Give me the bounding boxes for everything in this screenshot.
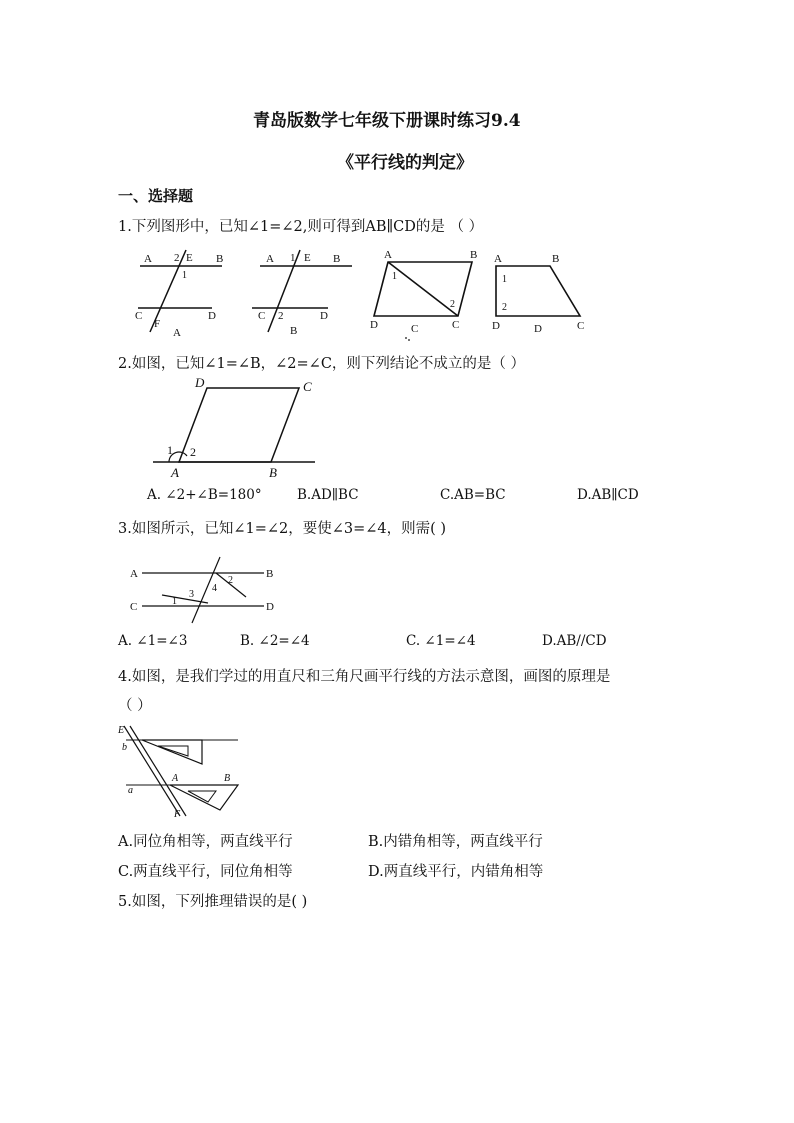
q2-label-A: A — [171, 465, 179, 480]
q1c-label-C2: C — [452, 319, 460, 331]
q3-option-b: B. ∠2=∠4 — [240, 633, 310, 649]
q1a-label-F: F — [154, 318, 161, 330]
q4-label-a: a — [128, 785, 133, 796]
q2-label-D: D — [195, 375, 205, 390]
q1b-label-1: 1 — [290, 252, 296, 264]
q3-label-C: C — [130, 601, 138, 613]
q1c-label-C1: C — [411, 323, 419, 335]
q2-option-a: A. ∠2+∠B=180° — [147, 487, 262, 503]
question-4-stem-line1: 4.如图，是我们学过的用直尺和三角尺画平行线的方法示意图，画图的原理是 — [118, 669, 611, 685]
q2-option-b: B.AD∥BC — [297, 487, 359, 503]
q4-option-b: B.内错角相等，两直线平行 — [368, 834, 543, 850]
question-5-stem: 5.如图，下列推理错误的是( ) — [118, 894, 308, 910]
q1-figure-c — [368, 248, 488, 343]
q3-label-4: 4 — [212, 583, 217, 594]
question-4-stem-line2: （ ） — [118, 698, 152, 714]
q3-figure — [128, 555, 278, 630]
q1b-label-D: D — [320, 310, 328, 322]
q3-option-d: D.AB//CD — [542, 633, 607, 649]
q4-figure — [116, 722, 246, 820]
q1d-label-C: C — [577, 320, 585, 332]
q2-label-2: 2 — [190, 445, 196, 459]
q4-label-F: F — [174, 809, 181, 820]
q3-label-2: 2 — [228, 575, 233, 586]
q2-label-1: 1 — [167, 443, 173, 457]
q1d-label-D1: D — [492, 320, 500, 332]
q1d-label-B: B — [552, 253, 560, 265]
q1a-label-D: D — [208, 310, 216, 322]
q1b-label-A: A — [266, 253, 274, 265]
q1-figure-d — [488, 248, 588, 338]
q1c-label-A: A — [384, 249, 392, 261]
q1b-label-B2: B — [290, 325, 298, 337]
q4-option-c: C.两直线平行，同位角相等 — [118, 864, 293, 880]
q1a-label-A2: A — [173, 327, 181, 339]
q1a-label-C: C — [135, 310, 143, 322]
q1b-label-2: 2 — [278, 310, 284, 322]
q3-label-A: A — [130, 568, 138, 580]
q1a-label-B: B — [216, 253, 224, 265]
q4-option-a: A.同位角相等，两直线平行 — [118, 834, 293, 850]
q3-label-D: D — [266, 601, 274, 613]
section-title: 一、选择题 — [118, 187, 194, 205]
q1d-label-A: A — [494, 253, 502, 265]
q1a-label-A1: A — [144, 253, 152, 265]
q1c-label-2: 2 — [450, 299, 455, 310]
q1c-label-B: B — [470, 249, 478, 261]
q1b-label-C: C — [258, 310, 266, 322]
q1c-label-1: 1 — [392, 271, 397, 282]
q2-label-B: B — [269, 465, 277, 480]
q1c-label-D: D — [370, 319, 378, 331]
q2-option-d: D.AB∥CD — [577, 487, 639, 503]
q4-label-b: b — [122, 742, 127, 753]
q1b-label-B1: B — [333, 253, 341, 265]
q3-label-B: B — [266, 568, 274, 580]
q1-figure-b — [248, 248, 358, 338]
q4-label-E: E — [118, 725, 125, 736]
q1-figure-a — [130, 248, 230, 338]
q1d-label-D2: D — [534, 323, 542, 335]
page-title: 青岛版数学七年级下册课时练习9.4 — [253, 111, 521, 131]
q4-label-A: A — [172, 773, 179, 784]
question-2-stem: 2.如图，已知∠1=∠B，∠2=∠C，则下列结论不成立的是（ ） — [118, 356, 526, 372]
q3-option-a: A. ∠1=∠3 — [118, 633, 188, 649]
q4-option-d: D.两直线平行，内错角相等 — [368, 864, 544, 880]
q2-label-C: C — [303, 379, 312, 394]
q1a-label-1: 1 — [182, 270, 187, 281]
q3-label-1: 1 — [172, 596, 177, 607]
page-subtitle: 《平行线的判定》 — [337, 153, 473, 173]
q1a-label-2: 2 — [174, 252, 180, 264]
q1d-label-1: 1 — [502, 274, 507, 285]
q3-option-c: C. ∠1=∠4 — [406, 633, 476, 649]
q2-option-c: C.AB=BC — [440, 487, 506, 503]
q1a-label-E: E — [186, 252, 193, 264]
question-3-stem: 3.如图所示，已知∠1=∠2，要使∠3=∠4，则需( ) — [118, 521, 447, 537]
q1d-label-2: 2 — [502, 302, 507, 313]
question-1-stem: 1.下列图形中，已知∠1=∠2,则可得到AB∥CD的是 （ ） — [118, 219, 484, 235]
q2-figure — [145, 374, 335, 482]
q3-label-3: 3 — [189, 589, 194, 600]
q4-label-B: B — [224, 773, 231, 784]
q1b-label-E: E — [304, 252, 311, 264]
